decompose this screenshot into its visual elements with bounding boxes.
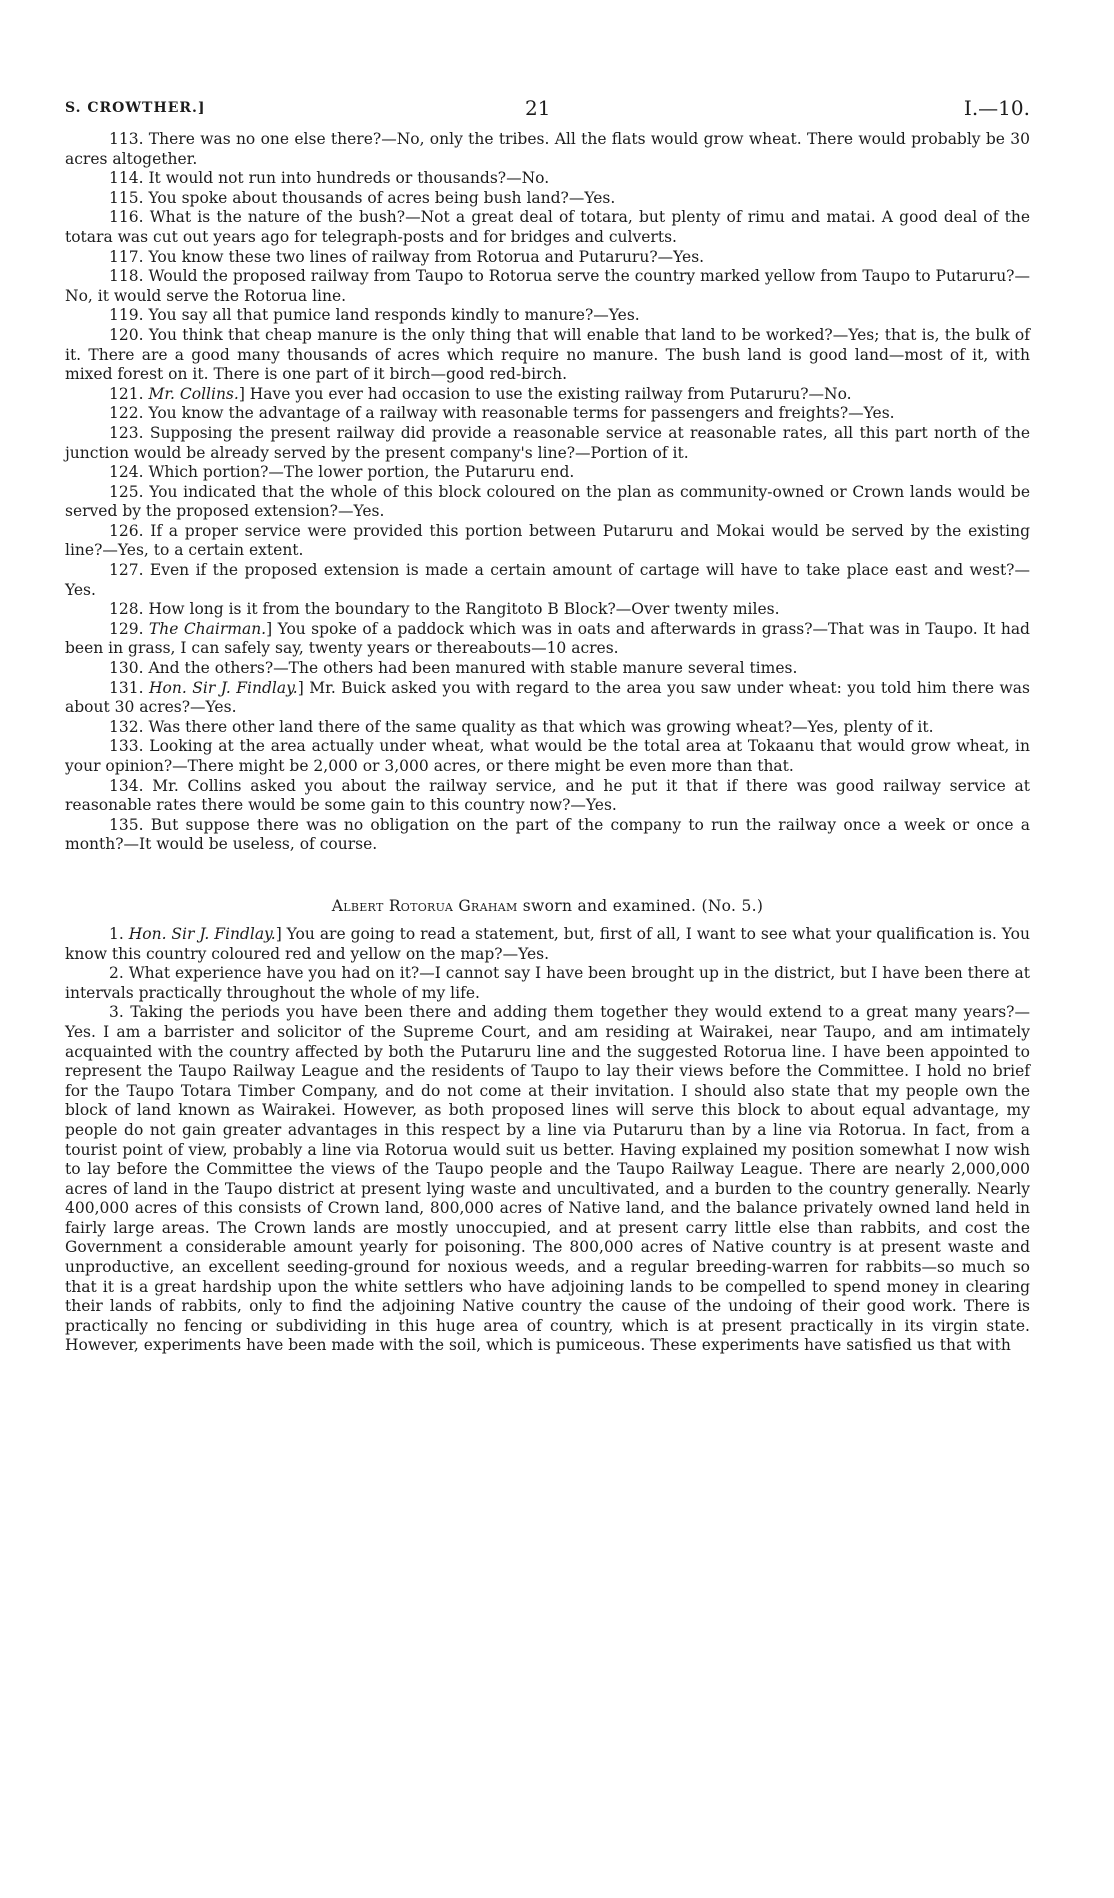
paragraph-text-continued: ] You spoke of a paddock which was in oats and afterwards in grass?—That was in Taupo. It had been in grass, I can safely say, twenty years or thereabouts—10 acres. <box>65 619 1030 658</box>
question-paragraph <box>65 424 1030 463</box>
paragraph-text: 125. You indicated that the whole of this block coloured on the plan as community-owned or Crown lands would be served by the proposed extension?—Yes. <box>65 482 1030 521</box>
paragraph-text: 114. It would not run into hundreds or thousands?—No. <box>109 169 550 188</box>
paragraph-text: 129. <box>109 619 149 638</box>
paragraph-text: 127. Even if the proposed extension is made a certain amount of cartage will have to take place east and west?—Yes. <box>65 561 1030 599</box>
paragraph-text-continued: ] Have you ever had occasion to use the existing railway from Putaruru?—No. <box>238 384 852 403</box>
paragraph-text-continued: ] You are going to read a statement, but, first of all, I want to see what your qualification is. You know this country coloured red and yellow on the map?—Yes. <box>65 924 1030 963</box>
question-paragraph <box>65 306 1030 326</box>
paragraph-text: 118. Would the proposed railway from Taupo to Rotorua serve the country marked yellow from Taupo to Putaruru?—No, it would serve the Rotorua line. <box>65 267 1030 305</box>
paragraph-text: 135. But suppose there was no obligation on the part of the company to run the railway once a week or once a month?—It would be useless, of course. <box>65 815 1030 854</box>
question-paragraph <box>65 404 1030 424</box>
paragraph-text: 130. And the others?—The others had been manured with stable manure several times. <box>109 659 798 678</box>
paragraph-text: 121. <box>109 384 149 403</box>
paragraph-text: 132. Was there other land there of the same quality as that which was growing wheat?—Yes, plenty of it. <box>109 717 934 736</box>
testimony-section-graham <box>65 925 1030 1356</box>
paragraph-text: 134. Mr. Collins asked you about the railway service, and he put it that if there was good railway service at reasonable rates there would be some gain to this country now?—Yes. <box>65 776 1030 815</box>
paragraph-text: 116. What is the nature of the bush?—Not a great deal of totara, but plenty of rimu and matai. A good deal of the totara was cut out years ago for telegraph-posts and for bridges and culverts. <box>65 208 1030 246</box>
paragraph-text: 119. You say all that pumice land responds kindly to manure?—Yes. <box>109 306 640 325</box>
document-reference: I.—10. <box>963 96 1030 120</box>
question-paragraph <box>65 522 1030 561</box>
paragraph-text: 120. You think that cheap manure is the only thing that will enable that land to be worked?—Yes; that is, the bulk of it. There are a good many thousands of acres which require no manure. The bush land is good land—most of it, with mixed forest on it. There is one part of it birch—good red-birch. <box>65 325 1030 384</box>
paragraph-text: 3. Taking the periods you have been there and adding them together they would extend to a great many years?—Yes. I am a barrister and solicitor of the Supreme Court, and am residing at Wairakei, near Taupo, and am intimately acquainted with the country affected by both the Putaruru line and the suggested Rotorua line. I have been appointed to represent the Taupo Railway League and the residents of Taupo to lay their views before the Committee. I hold no brief for the Taupo Totara Timber Company, and do not come at their invitation. I should also state that my people own the block of land known as Wairakei. However, as both proposed lines will serve this block to about equal advantage, my people do not gain greater advantages in this respect by a line via Putaruru than by a line via Rotorua. In fact, from a tourist point of view, probably a line via Rotorua would suit us better. Having explained my position somewhat I now wish to lay before the Committee the views of the Taupo people and the Taupo Railway League. There are nearly 2,000,000 acres of land in the Taupo district at present lying waste and uncultivated, and a burden to the country generally. Nearly 400,000 acres of this consists of Crown land, 800,000 acres of Native land, and the balance privately owned land held in fairly large areas. The Crown lands are mostly unoccupied, and at present carry little else than rabbits, and cost the Government a considerable amount yearly for poisoning. The 800,000 acres of Native country is at present waste and unproductive, an excellent seeding-ground for noxious weeds, and a regular breeding-warren for rabbits—so much so that it is a great hardship upon the white settlers who have adjoining lands to be compelled to spend money in clearing their lands of rabbits, only to find the adjoining Native country the cause of the undoing of their good work. There is practically no fencing or subdividing in this huge area of country, which is at present practically in its virgin state. However, experiments have been made with the soil, which is pumiceous. These experiments have satisfied us that with <box>65 1003 1030 1355</box>
paragraph-text: 124. Which portion?—The lower portion, the Putaruru end. <box>109 463 575 482</box>
question-paragraph <box>65 964 1030 1003</box>
question-paragraph <box>65 385 1030 405</box>
paragraph-text: 133. Looking at the area actually under wheat, what would be the total area at Tokaanu that would grow wheat, in your opinion?—There might be 2,000 or 3,000 acres, or there might be even more than that. <box>65 737 1030 775</box>
question-paragraph <box>65 600 1030 620</box>
question-paragraph <box>65 483 1030 522</box>
question-paragraph <box>65 189 1030 209</box>
question-paragraph <box>65 326 1030 385</box>
question-paragraph <box>65 777 1030 816</box>
page-header <box>65 80 1030 120</box>
question-paragraph <box>65 208 1030 247</box>
witness-heading <box>65 897 1030 915</box>
question-paragraph <box>65 620 1030 659</box>
question-paragraph <box>65 248 1030 268</box>
witness-name: Albert Rotorua Graham <box>331 896 518 915</box>
speaker-name: Hon. Sir J. Findlay. <box>128 924 276 943</box>
speaker-name: The Chairman. <box>148 619 267 638</box>
paragraph-text: 2. What experience have you had on it?—I cannot say I have been brought up in the district, but I have been there at intervals practically throughout the whole of my life. <box>65 964 1030 1002</box>
speaker-name: Mr. Collins. <box>148 384 239 403</box>
witness-heading-rest: sworn and examined. (No. 5.) <box>517 896 764 915</box>
paragraph-text: 117. You know these two lines of railway from Rotorua and Putaruru?—Yes. <box>109 247 705 266</box>
paragraph-text: 122. You know the advantage of a railway with reasonable terms for passengers and freights?—Yes. <box>109 404 895 423</box>
document-page <box>65 80 1030 1356</box>
question-paragraph <box>65 718 1030 738</box>
paragraph-text: 126. If a proper service were provided this portion between Putaruru and Mokai would be served by the existing line?—Yes, to a certain extent. <box>65 521 1030 560</box>
question-paragraph <box>65 816 1030 855</box>
question-paragraph <box>65 1003 1030 1356</box>
question-paragraph <box>65 737 1030 776</box>
paragraph-text: 131. <box>109 678 150 697</box>
question-paragraph <box>65 169 1030 189</box>
testimony-section-crowther <box>65 130 1030 855</box>
paragraph-text: 123. Supposing the present railway did provide a reasonable service at reasonable rates, all this part north of the junction would be already served by the present company's line?—Portion of it. <box>65 423 1030 462</box>
paragraph-text: 113. There was no one else there?—No, only the tribes. All the flats would grow wheat. There would probably be 30 acres altogether. <box>65 130 1030 168</box>
question-paragraph <box>65 267 1030 306</box>
question-paragraph <box>65 679 1030 718</box>
speaker-name: Hon. Sir J. Findlay. <box>149 678 298 697</box>
page-number: 21 <box>525 96 551 120</box>
question-paragraph <box>65 659 1030 679</box>
question-paragraph <box>65 561 1030 600</box>
paragraph-text-continued: ] Mr. Buick asked you with regard to the area you saw under wheat: you told him there was about 30 acres?—Yes. <box>65 678 1030 717</box>
paragraph-text: 1. <box>109 924 129 943</box>
paragraph-text: 128. How long is it from the boundary to the Rangitoto B Block?—Over twenty miles. <box>109 600 780 619</box>
question-paragraph <box>65 925 1030 964</box>
paragraph-text: 115. You spoke about thousands of acres being bush land?—Yes. <box>109 188 616 207</box>
question-paragraph <box>65 130 1030 169</box>
header-witness-name: S. CROWTHER.] <box>65 100 206 116</box>
question-paragraph <box>65 463 1030 483</box>
